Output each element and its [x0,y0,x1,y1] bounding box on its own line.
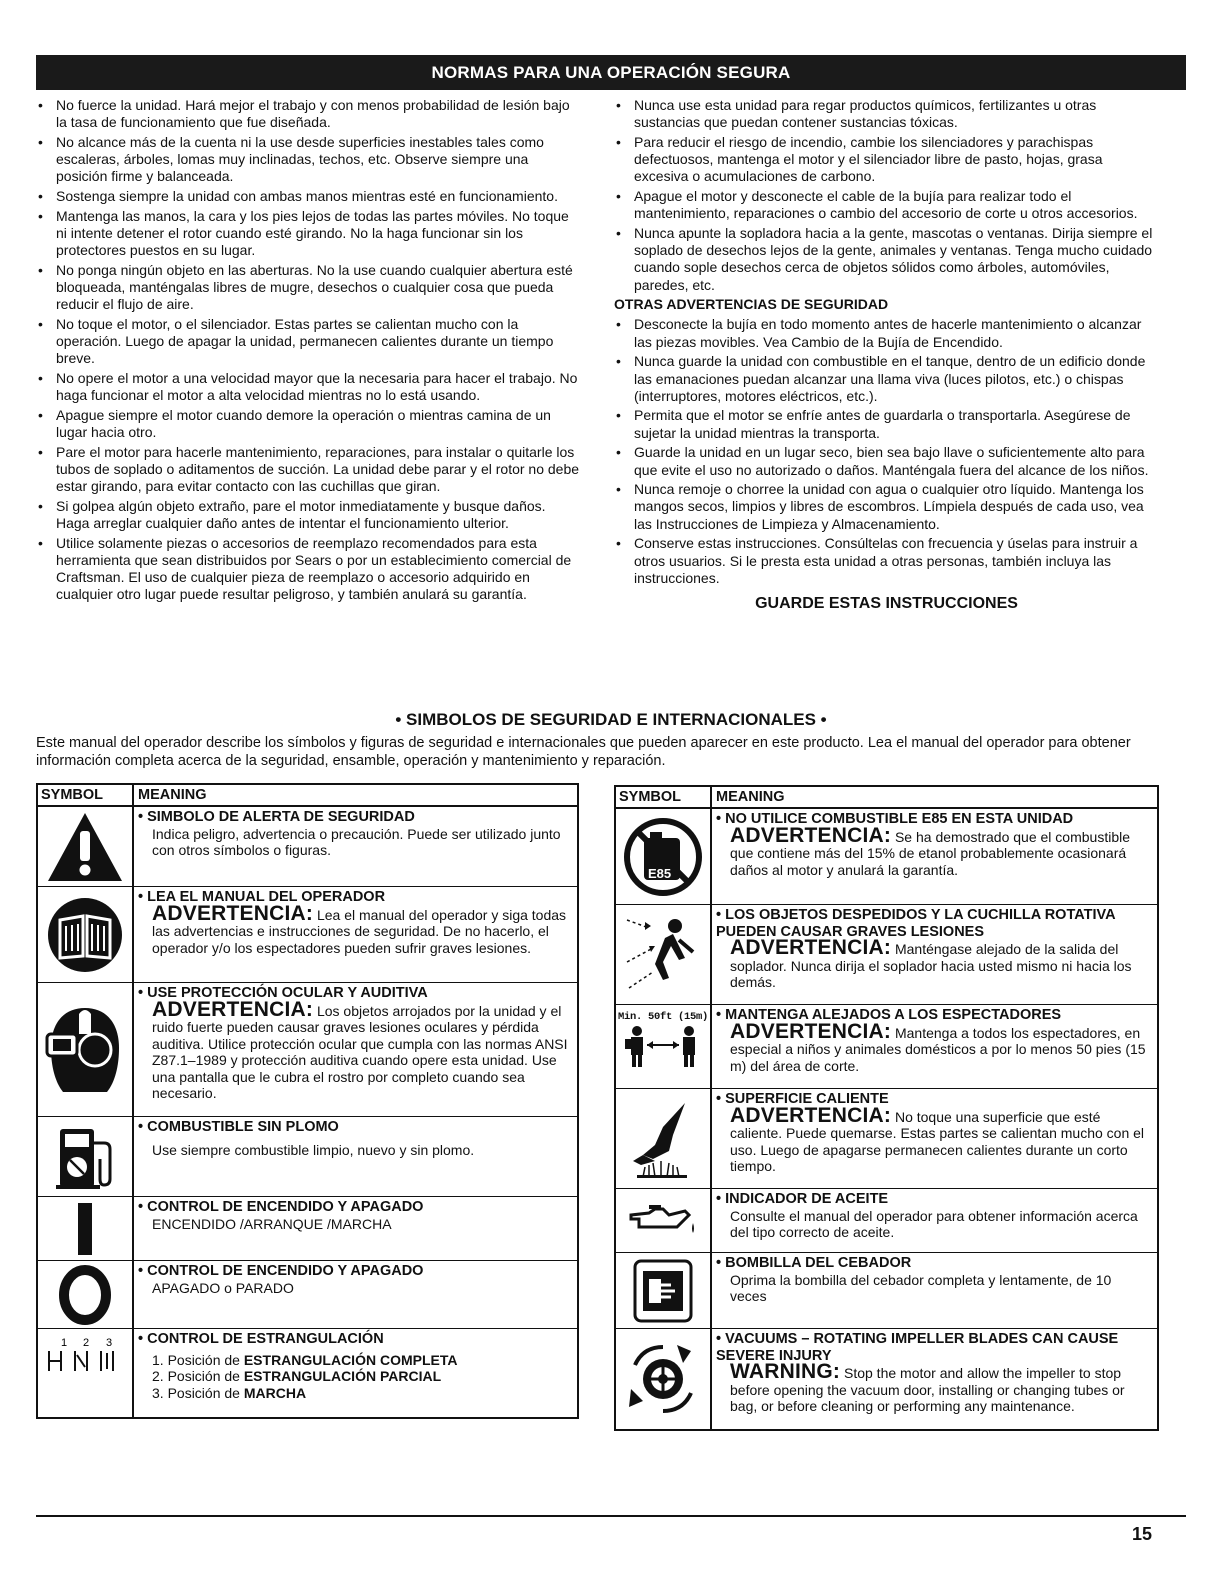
rule-item: • Conserve estas instrucciones. Consúltelas con frecuencia y úselas para instruir a otros usuarios. Si le presta esta unidad a otras personas, también incluya las instrucciones. [614,535,1159,587]
primer-bulb-icon [631,1257,695,1325]
no-e85-fuel-icon [622,816,704,898]
rule-item: • Nunca apunte la sopladora hacia a la gente, mascotas o ventanas. Dirija siempre el soplado de desechos lejos de la gente, animales y ventanas. Tenga mucho cuidado cuando sople desechos cerca de objetos sólidos como árboles, automóviles, paredes, etc. [614,225,1159,294]
rule-item: • Utilice solamente piezas o accesorios de reemplazo recomendados para esta herramienta que sean distribuidos por Sears o por un establecimiento comercial de Craftsman. El uso de cualquier pieza de reemplazo o accesorio adquirido en cualquier otro lugar puede resultar peligroso, y también anulará su garantía. [36,535,581,604]
symbol-header: SYMBOL [38,785,134,805]
table-row: • LEA EL MANUAL DEL OPERADOR ADVERTENCIA: Lea el manual del operador y siga todas las advertencias e instrucciones de seguridad. De no hacerlo, el operador y/o los espectadores pueden sufrir graves lesiones. [38,887,577,983]
rule-item: • Nunca use esta unidad para regar productos químicos, fertilizantes u otras sustancias que puedan contener sustancias tóxicas. [614,97,1159,131]
rule-item: • Permita que el motor se enfríe antes de guardarla o transportarla. Asegúrese de sujetar la unidad mientras la transporta. [614,407,1159,441]
table-row: • SIMBOLO DE ALERTA DE SEGURIDAD Indica peligro, advertencia o precaución. Puede ser utilizado junto con otros símbolos o figuras. [38,807,577,887]
choke-label-1: 1 [61,1337,68,1349]
table-row: 1 2 3 • CONTROL DE ESTRANGULACIÓN 1. Posición de ESTRANGULACIÓN COMPLETA 2. Posición de ESTRANGULACIÓN PARCIAL 3. Posición de MARCHA [38,1329,577,1417]
rule-item: • Mantenga las manos, la cara y los pies lejos de todas las partes móviles. No toque ni intente detener el rotor cuando esté girando. No la haga funcionar sin los protectores puestos en su lugar. [36,208,581,260]
page-number: 15 [1132,1524,1153,1544]
rule-item: • Desconecte la bujía en todo momento antes de hacerle mantenimiento o alcanzar las piezas movibles. Vea Cambio de la Bujía de Encendido. [614,316,1159,350]
oil-indicator-icon [625,1201,701,1241]
rule-item: • Sostenga siempre la unidad con ambas manos mientras esté en funcionamiento. [36,188,581,205]
other-warnings-heading: OTRAS ADVERTENCIAS DE SEGURIDAD [614,296,889,313]
table-row: • CONTROL DE ENCENDIDO Y APAGADO APAGADO o PARADO [38,1261,577,1329]
symbol-header: SYMBOL [616,787,712,807]
thrown-objects-icon [623,912,703,998]
choke-control-icon [45,1335,125,1377]
eye-ear-protection-icon [45,1004,125,1096]
keep-bystanders-away-icon [623,1023,703,1069]
rule-item: • Para reducir el riesgo de incendio, cambie los silenciadores y parachispas defectuosos, mantenga el motor y el silenciador libre de pasto, hojas, grasa excesiva o acumulaciones de carbono. [614,134,1159,186]
table-row: • CONTROL DE ENCENDIDO Y APAGADO ENCENDIDO /ARRANQUE /MARCHA [38,1197,577,1261]
choke-step: 1. Posición de ESTRANGULACIÓN COMPLETA [152,1351,458,1368]
e85-label: E85 [648,865,672,881]
symbol-table-right [614,785,1159,1431]
footer-rule [36,1515,1186,1517]
off-switch-icon [59,1264,111,1326]
choke-label-3: 3 [106,1337,113,1349]
rules-right-column [614,97,1159,612]
rule-item: • Nunca guarde la unidad con combustible en el tanque, dentro de un edificio donde las emanaciones puedan alcanzar una llama viva (luces pilotos, etc.) o chispas (interruptores, motores eléctricos, etc.). [614,353,1159,405]
choke-step: 2. Posición de ESTRANGULACIÓN PARCIAL [152,1368,442,1384]
rule-item: • Apague el motor y desconecte el cable de la bujía para realizar todo el mantenimiento, reparaciones o cambio del accesorio de corte u otros accesorios. [614,188,1159,222]
table-row: • VACUUMS – ROTATING IMPELLER BLADES CAN CAUSE SEVERE INJURY WARNING: Stop the motor and allow the impeller to stop before opening the vacuum door, installing or changing tubes or bag, or before cleaning or performing any maintenance. [616,1329,1157,1429]
symbol-table-left [36,783,579,1419]
min-distance-label: Min. 50ft (15m) [617,1011,708,1023]
meaning-header: MEANING [138,787,207,803]
table-row: • INDICADOR DE ACEITE Consulte el manual del operador para obtener información acerca del tipo correcto de aceite. [616,1189,1157,1253]
table-row: • BOMBILLA DEL CEBADOR Oprima la bombilla del cebador completa y lentamente, de 10 veces [616,1253,1157,1329]
on-switch-icon [75,1201,95,1257]
rotating-impeller-icon [623,1341,703,1417]
rule-item: • No toque el motor, o el silenciador. Estas partes se calientan mucho con la operación. Luego de apagar la unidad, permanecen calientes durante un tiempo breve. [36,316,581,368]
operator-manual-icon [46,896,124,974]
symbols-intro: Este manual del operador describe los símbolos y figuras de seguridad e internacionales que pueden aparecer en este producto. Lea el manual del operador para obtener información completa acerca de la seguridad, ensamble, operación y mantenimiento y reparación. [36,735,1131,769]
rule-item: • No opere el motor a una velocidad mayor que la necesaria para hacer el trabajo. No haga funcionar el motor a alta velocidad mientras no lo está usando. [36,370,581,404]
table-row: • COMBUSTIBLE SIN PLOMO Use siempre combustible limpio, nuevo y sin plomo. [38,1117,577,1197]
choke-label-2: 2 [83,1337,90,1349]
table-row: Min. 50ft (15m) • MANTENGA ALEJADOS A LOS ESPECTADORES ADVERTENCIA: Mantenga a todos los espectadores, en especial a niños y animales domésticos a por lo menos 50 pies (15 m) del área de corte. [616,1005,1157,1089]
rule-item: • Pare el motor para hacerle mantenimiento, reparaciones, para instalar o quitarle los tubos de soplado o aditamentos de succión. La unidad debe parar y el rotor no debe estar girando, para evitar contacto con las cuchillas que giran. [36,444,581,496]
rule-item: • Apague siempre el motor cuando demore la operación o mientras camina de un lugar hacia otro. [36,407,581,441]
choke-step: 3. Posición de MARCHA [152,1384,307,1401]
unleaded-fuel-icon [54,1123,116,1191]
rule-item: • No ponga ningún objeto en las aberturas. No la use cuando cualquier abertura esté bloqueada, manténgalas libres de mugre, desechos o cualquier cosa que pueda reducir el flujo de aire. [36,262,581,314]
rule-item: • No fuerce la unidad. Hará mejor el trabajo y con menos probabilidad de lesión bajo la tasa de funcionamiento que fue diseñada. [36,97,581,131]
symbols-section-title: • SIMBOLOS DE SEGURIDAD E INTERNACIONALES • [395,710,827,729]
meaning-header: MEANING [716,789,785,805]
rule-item: • Nunca remoje o chorree la unidad con agua o cualquier otro líquido. Mantenga los mangos secos, limpios y libres de escombros. Límpiela después de cada uso, vea las Instrucciones de Limpieza y Almacenamiento. [614,481,1159,533]
table-row: • SUPERFICIE CALIENTE ADVERTENCIA: No toque una superficie que esté caliente. Puede quemarse. Estas partes se calientan mucho con el uso. Luego de apagarse permanecen calientes durante un corto tiempo. [616,1089,1157,1189]
table-row: E85 • NO UTILICE COMBUSTIBLE E85 EN ESTA UNIDAD ADVERTENCIA: Se ha demostrado que el combustible que contiene más del 15% de etanol probablemente ocasionará daños al motor y anulará la garantía. [616,809,1157,905]
safety-alert-icon [46,811,124,883]
save-instructions-heading: GUARDE ESTAS INSTRUCCIONES [755,594,1018,612]
rule-item: • Si golpea algún objeto extraño, pare el motor inmediatamente y busque daños. Haga arreglar cualquier daño antes de intentar el funcionamiento ulterior. [36,498,581,532]
hot-surface-icon [625,1099,701,1179]
section-banner: NORMAS PARA UNA OPERACIÓN SEGURA [36,55,1186,90]
table-row: • LOS OBJETOS DESPEDIDOS Y LA CUCHILLA ROTATIVA PUEDEN CAUSAR GRAVES LESIONES ADVERTENCIA: Manténgase alejado de la salida del soplador. Nunca dirija el soplador hacia usted mismo ni hacia los demás. [616,905,1157,1005]
rules-left-column [36,97,581,606]
rule-item: • Guarde la unidad en un lugar seco, bien sea bajo llave o suficientemente alto para que evite el uso no autorizado o daños. Manténgala fuera del alcance de los niños. [614,444,1159,478]
table-row: • USE PROTECCIÓN OCULAR Y AUDITIVA ADVERTENCIA: Los objetos arrojados por la unidad y el ruido fuerte pueden causar graves lesiones oculares y pérdida auditiva. Utilice protección ocular que cumpla con las normas ANSI Z87.1–1989 y protección auditiva cuando opere esta unidad. Use una pantalla que le cubra el rostro por completo cuando sea necesario. [38,983,577,1117]
rule-item: • No alcance más de la cuenta ni la use desde superficies inestables tales como escaleras, árboles, lomas muy inclinadas, techos, etc. Observe siempre una posición firme y balanceada. [36,134,581,186]
